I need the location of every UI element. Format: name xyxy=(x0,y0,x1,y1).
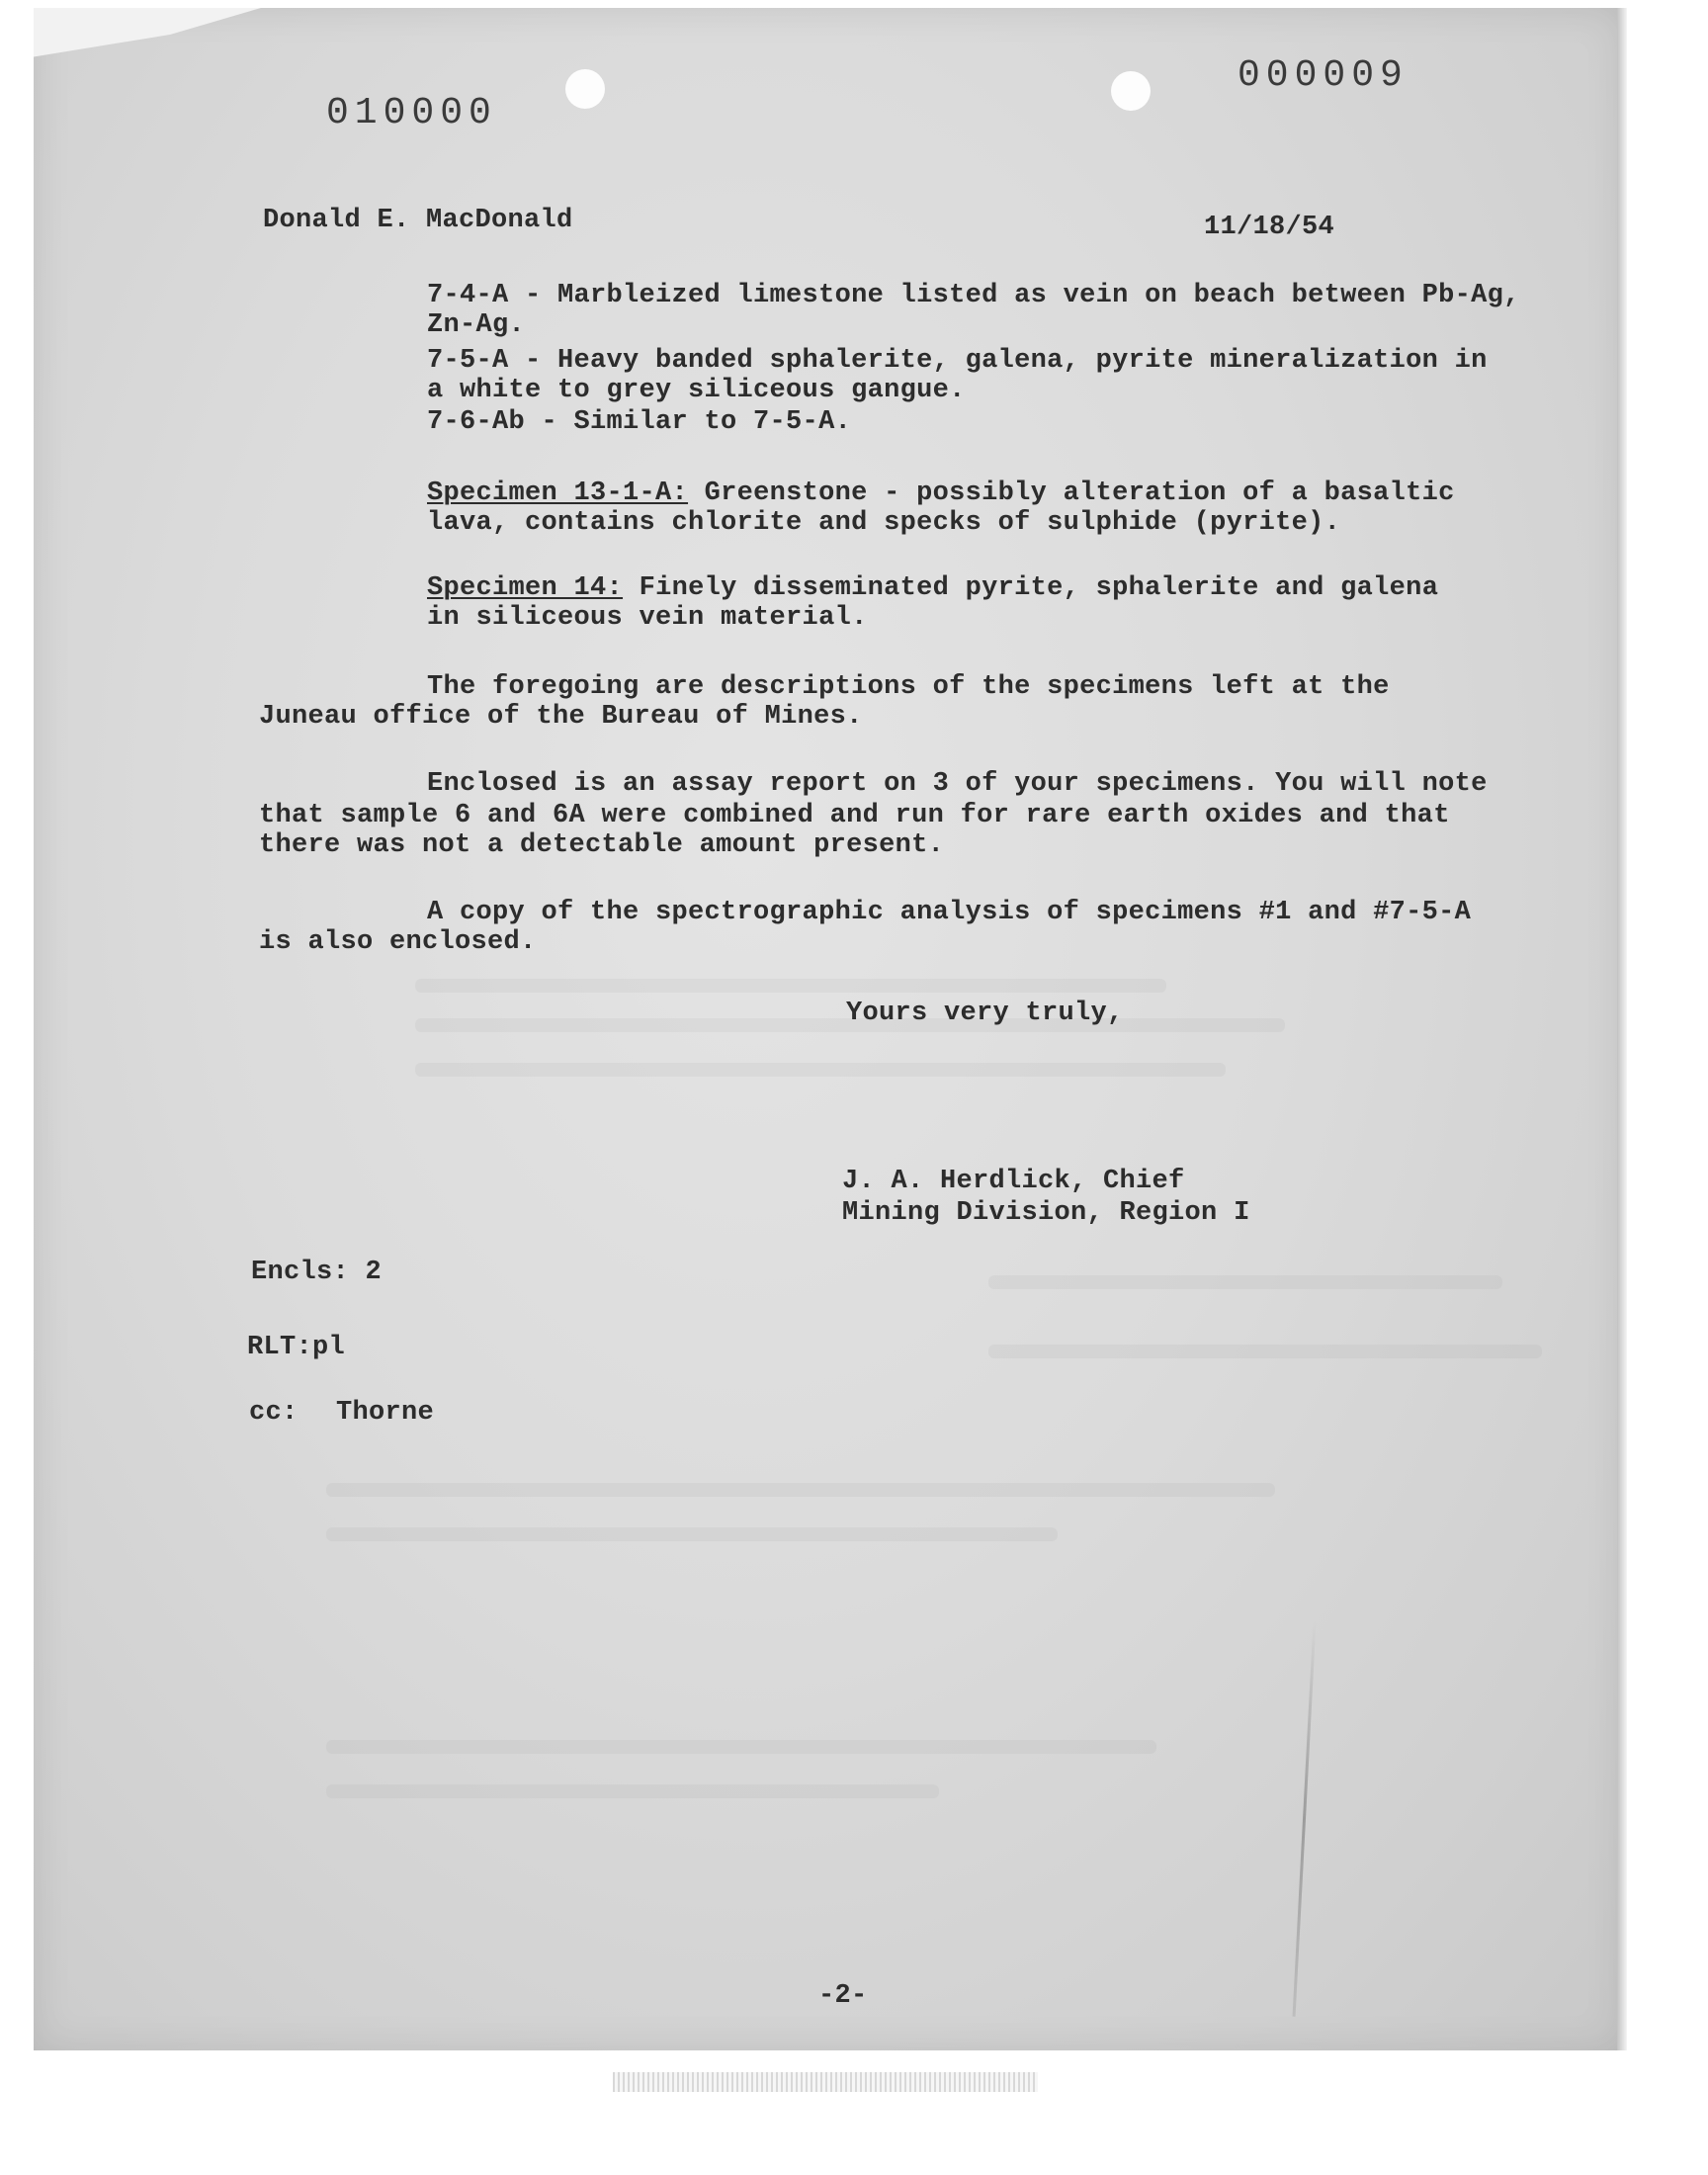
bleed-through-mark xyxy=(326,1740,1156,1754)
bleed-through-mark xyxy=(988,1345,1542,1358)
page-edge xyxy=(1617,8,1627,2050)
page-number: -2- xyxy=(818,1981,868,2011)
bleed-through-mark xyxy=(326,1483,1275,1497)
signer-name: J. A. Herdlick, Chief xyxy=(842,1167,1185,1196)
specimen-14-line-2: in siliceous vein material. xyxy=(427,603,868,633)
bleed-through-mark xyxy=(415,979,1166,993)
bleed-through-mark xyxy=(326,1527,1058,1541)
specimen-13-line-2: lava, contains chlorite and specks of sulphide (pyrite). xyxy=(427,508,1341,538)
specimen-7-4-a-line-2: Zn-Ag. xyxy=(427,310,526,340)
specimen-7-6-ab-line: 7-6-Ab - Similar to 7-5-A. xyxy=(427,407,852,437)
paragraph-foregoing-line-2: Juneau office of the Bureau of Mines. xyxy=(259,702,863,732)
specimen-7-5-a-line-1: 7-5-A - Heavy banded sphalerite, galena, pyrite mineralization in xyxy=(427,346,1488,376)
stamp-number-right: 000009 xyxy=(1238,54,1409,97)
paragraph-enclosed-line-3: there was not a detectable amount present. xyxy=(259,830,945,860)
specimen-13-description: Greenstone - possibly alteration of a basaltic xyxy=(704,478,1455,508)
cc-recipient: Thorne xyxy=(336,1398,435,1428)
paragraph-copy-line-2: is also enclosed. xyxy=(259,927,537,957)
specimen-7-5-a-line-2: a white to grey siliceous gangue. xyxy=(427,376,966,405)
bleed-through-mark xyxy=(326,1784,939,1798)
enclosures-note: Encls: 2 xyxy=(251,1258,383,1287)
specimen-14-line-1 xyxy=(427,573,1438,603)
carbon-copy-line xyxy=(249,1398,434,1428)
scan-artifact-strip xyxy=(613,2072,1038,2092)
closing-salutation: Yours very truly, xyxy=(846,999,1124,1028)
cc-label: cc: xyxy=(249,1398,299,1428)
letter-date: 11/18/54 xyxy=(1204,213,1335,242)
punch-hole-left xyxy=(565,69,605,109)
paragraph-enclosed-line-1: Enclosed is an assay report on 3 of your specimens. You will note xyxy=(427,769,1488,799)
bleed-through-mark xyxy=(988,1275,1502,1289)
specimen-13-label: Specimen 13-1-A: xyxy=(427,478,689,508)
paragraph-enclosed-line-2: that sample 6 and 6A were combined and run for rare earth oxides and that xyxy=(259,801,1450,830)
paragraph-foregoing-line-1: The foregoing are descriptions of the specimens left at the xyxy=(427,672,1390,702)
bleed-through-mark xyxy=(415,1063,1226,1077)
punch-hole-right xyxy=(1111,71,1151,111)
paragraph-copy-line-1: A copy of the spectrographic analysis of specimens #1 and #7-5-A xyxy=(427,898,1472,927)
specimen-13-line-1 xyxy=(427,478,1455,508)
recipient-name: Donald E. MacDonald xyxy=(263,206,573,235)
specimen-14-label: Specimen 14: xyxy=(427,573,624,603)
specimen-14-description: Finely disseminated pyrite, sphalerite and galena xyxy=(639,573,1439,603)
specimen-7-4-a-line-1: 7-4-A - Marbleized limestone listed as vein on beach between Pb-Ag, xyxy=(427,281,1520,310)
stamp-number-left: 010000 xyxy=(326,92,497,134)
signer-title: Mining Division, Region I xyxy=(842,1198,1250,1228)
typist-initials: RLT:pl xyxy=(247,1333,346,1362)
